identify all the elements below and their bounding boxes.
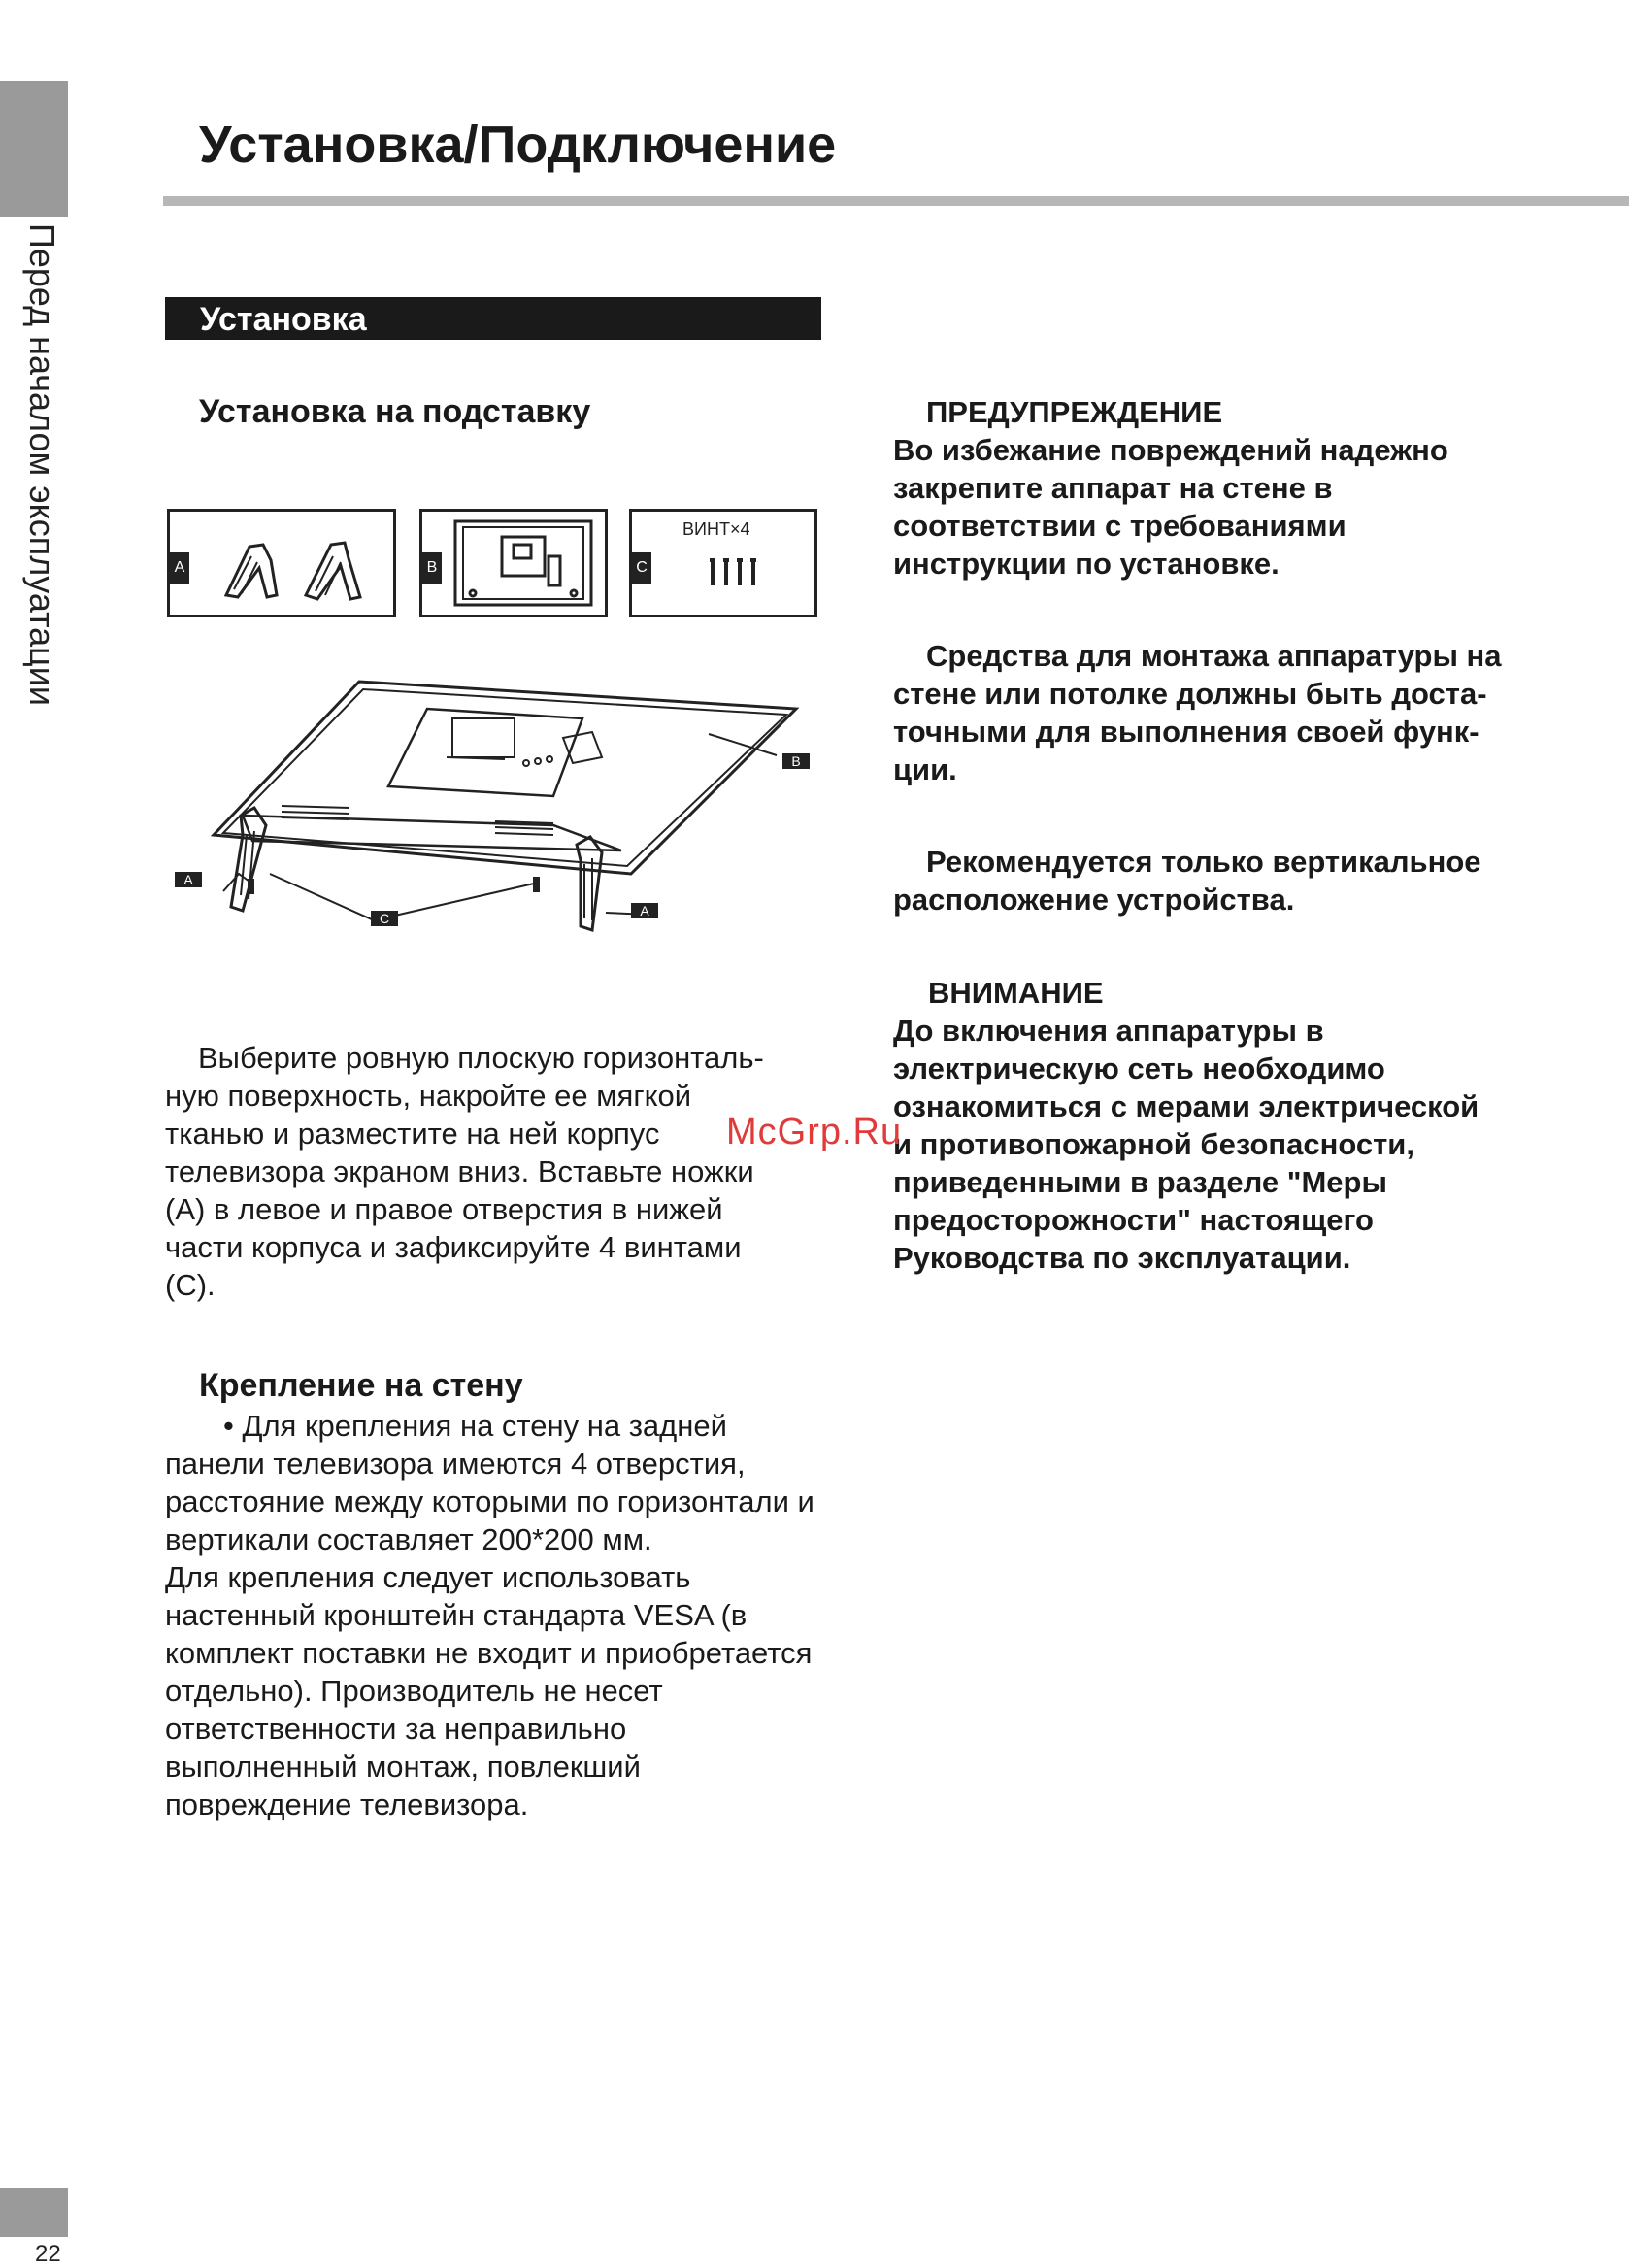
wall-line: вертикали составляет 200*200 мм. <box>165 1522 652 1556</box>
screws-icon <box>632 512 814 615</box>
wall-line: комплект поставки не входит и приобретается <box>165 1636 813 1670</box>
title-rule <box>163 196 1629 206</box>
diagram-label-c: C <box>371 911 398 926</box>
wall-line: настенный кронштейн стандарта VESA (в <box>165 1598 748 1632</box>
attention-line: ознакомиться с мерами электрической <box>893 1089 1479 1123</box>
attention-line: предосторожности" настоящего <box>893 1203 1374 1237</box>
warning-line: закрепите аппарат на стене в <box>893 471 1333 505</box>
wall-line: отдельно). Производитель не несет <box>165 1674 663 1708</box>
warning-line: соответствии с требованиями <box>893 509 1346 543</box>
tv-back-icon <box>422 512 605 615</box>
stand-line: (С). <box>165 1268 216 1302</box>
side-tab-label: Перед началом эксплуатации <box>22 223 62 707</box>
vertical-note <box>893 843 1592 918</box>
attention-line: и противопожарной безопасности, <box>893 1127 1414 1161</box>
wall-line: повреждение телевизора. <box>165 1787 529 1821</box>
stand-legs-icon <box>170 512 393 615</box>
stand-line: телевизора экраном вниз. Вставьте ножки <box>165 1154 754 1188</box>
wall-line: • Для крепления на стену на задней <box>223 1409 727 1443</box>
part-tag-a: A <box>170 552 189 584</box>
warning-text <box>893 431 1592 583</box>
diagram-label-a-left: A <box>175 872 202 887</box>
vertical-line: Рекомендуется только вертикальное <box>926 845 1481 879</box>
wall-line: расстояние между которыми по горизонтали и <box>165 1484 814 1518</box>
section-title: Установка <box>200 301 367 338</box>
mount-line: стене или потолке должны быть доста- <box>893 677 1487 711</box>
mount-line: точными для выполнения своей функ- <box>893 715 1479 749</box>
stand-line: ную поверхность, накройте ее мягкой <box>165 1079 692 1113</box>
section-bar <box>165 297 821 340</box>
attention-text <box>893 1012 1612 1277</box>
page-number: 22 <box>35 2241 61 2267</box>
wall-paragraph <box>165 1407 864 1823</box>
stand-line: тканью и разместите на ней корпус <box>165 1117 660 1151</box>
part-tag-b: B <box>422 552 442 584</box>
watermark: McGrp.Ru <box>726 1112 903 1152</box>
mount-note <box>893 637 1612 788</box>
stand-line: части корпуса и зафиксируйте 4 винтами <box>165 1230 742 1264</box>
warning-line: инструкции по установке. <box>893 547 1280 581</box>
wall-line: выполненный монтаж, повлекший <box>165 1750 641 1784</box>
stand-paragraph <box>165 1039 825 1304</box>
warning-heading: ПРЕДУПРЕЖДЕНИЕ <box>926 395 1223 429</box>
diagram-label-a-right: A <box>631 903 658 918</box>
part-box-a <box>167 509 396 617</box>
attention-heading: ВНИМАНИЕ <box>928 976 1104 1010</box>
attention-line: Руководства по эксплуатации. <box>893 1241 1351 1275</box>
side-tab-block <box>0 81 68 217</box>
vertical-line: расположение устройства. <box>893 883 1295 917</box>
wall-line: Для крепления следует использовать <box>165 1560 691 1594</box>
wall-line: ответственности за неправильно <box>165 1712 627 1746</box>
part-box-c <box>629 509 817 617</box>
stand-line: Выберите ровную плоскую горизонталь- <box>198 1041 764 1075</box>
page-number-block <box>0 2188 68 2237</box>
stand-line: (А) в левое и правое отверстия в нижей <box>165 1192 723 1226</box>
mount-line: Средства для монтажа аппаратуры на <box>926 639 1502 673</box>
wall-line: панели телевизора имеются 4 отверстия, <box>165 1447 746 1481</box>
screw-caption: ВИНТ×4 <box>682 519 750 539</box>
diagram-label-b: B <box>782 753 810 769</box>
stand-heading: Установка на подставку <box>199 393 591 430</box>
wall-heading: Крепление на стену <box>199 1367 523 1404</box>
mount-line: ции. <box>893 752 957 786</box>
page-title: Установка/Подключение <box>199 116 837 174</box>
attention-line: электрическую сеть необходимо <box>893 1051 1385 1085</box>
part-box-b <box>419 509 608 617</box>
tv-assembly-drawing <box>165 670 825 942</box>
attention-line: До включения аппаратуры в <box>893 1014 1324 1048</box>
attention-line: приведенными в разделе "Меры <box>893 1165 1387 1199</box>
assembly-diagram <box>165 670 825 942</box>
part-tag-c: C <box>632 552 651 584</box>
warning-line: Во избежание повреждений надежно <box>893 433 1448 467</box>
